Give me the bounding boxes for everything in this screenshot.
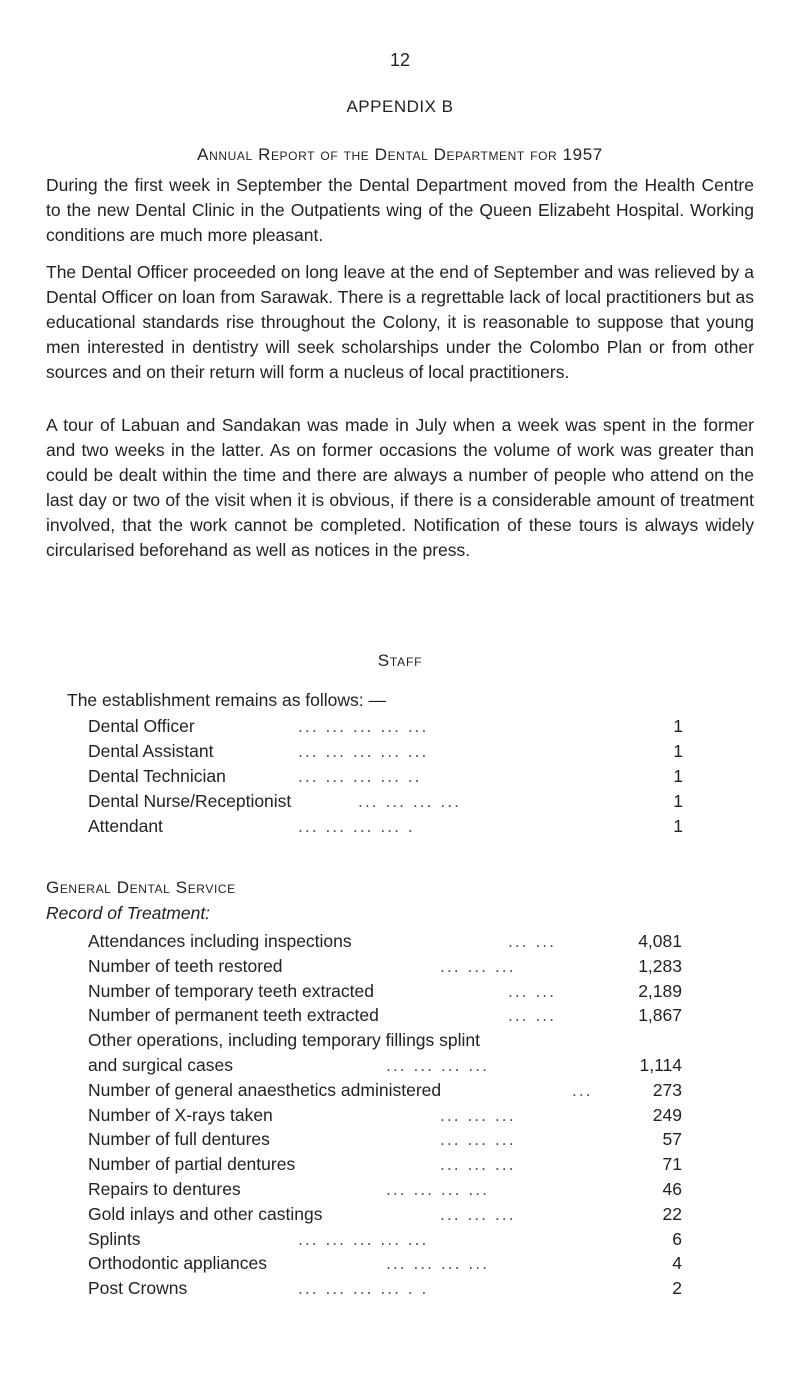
treatment-label: Other operations, including temporary fillings splint <box>88 1030 480 1051</box>
treatment-row <box>88 1028 682 1053</box>
treatment-value: 6 <box>672 1228 682 1249</box>
leader-dots: ... ... ... <box>440 1129 516 1150</box>
treatment-value: 273 <box>652 1079 682 1100</box>
paragraph: The Dental Officer proceeded on long leave at the end of September and was relieved by a Dental Officer on loan from Sarawak. There is a regrettable lack of local practitioners but as educational standards rise throughout the Colony, it is reasonable to suppose that young men interested in dentistry will seek scholarships under the Colombo Plan or from other sources and on their return will form a nucleus of local practitioners. <box>46 262 754 382</box>
treatment-value: 2 <box>672 1278 682 1299</box>
record-of-treatment-heading: Record of Treatment: <box>46 903 211 923</box>
leader-dots: ... ... ... ... <box>358 791 461 811</box>
treatment-row <box>88 1276 682 1301</box>
treatment-row <box>88 1127 682 1152</box>
leader-dots: ... ... ... <box>440 1104 516 1125</box>
treatment-label: Number of teeth restored <box>88 955 283 976</box>
treatment-value: 4 <box>672 1253 682 1274</box>
treatment-label: Attendances including inspections <box>88 931 352 951</box>
treatment-row <box>88 979 682 1004</box>
leader-dots: ... ... ... ... ... <box>298 716 429 736</box>
page-number: 12 <box>389 50 411 70</box>
leader-dots: ... <box>572 1079 593 1100</box>
treatment-row <box>88 1177 682 1202</box>
staff-heading: Staff <box>377 651 423 670</box>
treatment-value: 249 <box>652 1104 682 1125</box>
treatment-value: 46 <box>662 1178 682 1199</box>
general-dental-service-heading: General Dental Service <box>46 878 236 897</box>
treatment-label: Number of partial dentures <box>88 1154 296 1175</box>
staff-row <box>88 789 683 814</box>
treatment-row <box>88 929 682 954</box>
treatment-row <box>88 1227 682 1252</box>
treatment-label: and surgical cases <box>88 1054 233 1075</box>
staff-count: 1 <box>673 741 683 761</box>
leader-dots: ... ... ... ... <box>386 1178 489 1199</box>
leader-dots: ... ... ... ... <box>386 1054 489 1075</box>
staff-row <box>88 739 683 764</box>
staff-count: 1 <box>673 816 683 836</box>
treatment-label: Repairs to dentures <box>88 1178 241 1199</box>
staff-count: 1 <box>673 791 683 811</box>
treatment-row <box>88 1202 682 1227</box>
treatment-label: Number of temporary teeth extracted <box>88 980 374 1001</box>
staff-row <box>88 814 683 839</box>
leader-dots: ... ... ... <box>440 1154 516 1175</box>
treatment-label: Splints <box>88 1228 141 1249</box>
leader-dots: ... ... <box>508 931 557 951</box>
treatment-label: Number of permanent teeth extracted <box>88 1005 379 1026</box>
leader-dots: ... ... ... ... . <box>298 816 415 836</box>
staff-count: 1 <box>673 766 683 786</box>
leader-dots: ... ... <box>508 1005 557 1026</box>
treatment-table <box>88 929 682 1301</box>
report-title: Annual Report of the Dental Department for 1957 <box>197 145 603 164</box>
treatment-value: 1,867 <box>638 1005 682 1026</box>
treatment-label: Number of X-rays taken <box>88 1104 273 1125</box>
treatment-value: 22 <box>662 1203 682 1224</box>
treatment-label: Number of full dentures <box>88 1129 270 1150</box>
treatment-row <box>88 1003 682 1028</box>
staff-role: Dental Nurse/Receptionist <box>88 791 292 811</box>
treatment-row <box>88 1078 682 1103</box>
treatment-value: 1,114 <box>639 1054 682 1075</box>
leader-dots: ... ... ... <box>440 1203 516 1224</box>
staff-role: Dental Officer <box>88 716 195 736</box>
leader-dots: ... ... ... ... . . <box>298 1278 429 1299</box>
staff-table <box>88 714 683 839</box>
appendix-title: APPENDIX B <box>346 97 454 116</box>
leader-dots: ... ... <box>508 980 557 1001</box>
staff-intro: The establishment remains as follows: — <box>67 690 387 710</box>
paragraph: A tour of Labuan and Sandakan was made in July when a week was spent in the former and two weeks in the latter. As on former occasions the volume of work was greater than could be dealt within the time and there are always a number of people who attend on the last day or two of the visit when it is obvious, if there is a considerable amount of treatment involved, that the work cannot be completed. Notification of these tours is always widely circularised beforehand as well as notices in the press. <box>46 415 754 560</box>
treatment-value: 57 <box>662 1129 682 1150</box>
treatment-row <box>88 1251 682 1276</box>
treatment-value: 2,189 <box>638 980 682 1001</box>
treatment-row <box>88 1053 682 1078</box>
treatment-label: Post Crowns <box>88 1278 188 1299</box>
staff-role: Dental Assistant <box>88 741 214 761</box>
treatment-row <box>88 954 682 979</box>
staff-row <box>88 764 683 789</box>
leader-dots: ... ... ... ... ... <box>298 1228 429 1249</box>
paragraph: During the first week in September the Dental Department moved from the Health Centre to the new Dental Clinic in the Outpatients wing of the Queen Elizabeht Hospital. Working conditions are much more pleasant. <box>46 175 754 245</box>
staff-row <box>88 714 683 739</box>
staff-count: 1 <box>673 716 683 736</box>
treatment-value: 1,283 <box>638 955 682 976</box>
staff-role: Attendant <box>88 816 163 836</box>
treatment-value: 71 <box>662 1154 682 1175</box>
leader-dots: ... ... ... ... <box>386 1253 489 1274</box>
treatment-label: Orthodontic appliances <box>88 1253 267 1274</box>
leader-dots: ... ... ... ... ... <box>298 741 429 761</box>
treatment-row <box>88 1103 682 1128</box>
leader-dots: ... ... ... ... .. <box>298 766 422 786</box>
staff-role: Dental Technician <box>88 766 226 786</box>
treatment-value: 4,081 <box>638 931 682 951</box>
treatment-label: Number of general anaesthetics administered <box>88 1079 442 1100</box>
leader-dots: ... ... ... <box>440 955 516 976</box>
treatment-label: Gold inlays and other castings <box>88 1203 323 1224</box>
treatment-row <box>88 1152 682 1177</box>
